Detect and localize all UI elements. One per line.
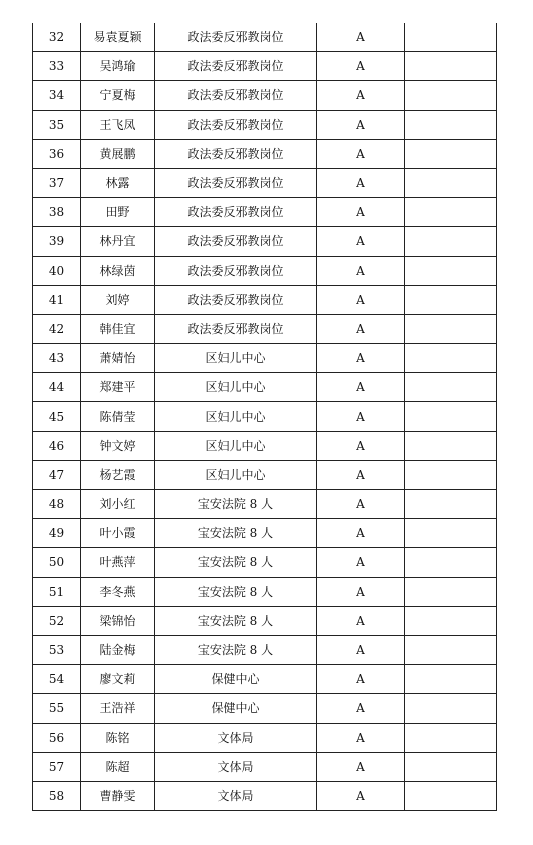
roster-table-body [33, 23, 497, 811]
person-name: 叶燕萍 [81, 548, 155, 577]
note [405, 635, 497, 664]
grade: A [317, 723, 405, 752]
table-row [33, 52, 497, 81]
row-number: 53 [33, 635, 81, 664]
row-number: 35 [33, 110, 81, 139]
person-name: 钟文婷 [81, 431, 155, 460]
unit-name: 政法委反邪教岗位 [155, 52, 317, 81]
row-number: 48 [33, 490, 81, 519]
note [405, 314, 497, 343]
table-row [33, 519, 497, 548]
unit-name: 政法委反邪教岗位 [155, 198, 317, 227]
row-number: 49 [33, 519, 81, 548]
grade: A [317, 139, 405, 168]
person-name: 陈铭 [81, 723, 155, 752]
roster-table [32, 23, 497, 811]
table-row [33, 285, 497, 314]
table-row [33, 373, 497, 402]
unit-name: 宝安法院 8 人 [155, 490, 317, 519]
grade: A [317, 344, 405, 373]
row-number: 50 [33, 548, 81, 577]
unit-name: 文体局 [155, 723, 317, 752]
table-row [33, 490, 497, 519]
table-row [33, 694, 497, 723]
person-name: 王飞凤 [81, 110, 155, 139]
person-name: 杨艺霞 [81, 460, 155, 489]
unit-name: 保健中心 [155, 665, 317, 694]
note [405, 81, 497, 110]
table-row [33, 198, 497, 227]
unit-name: 政法委反邪教岗位 [155, 256, 317, 285]
row-number: 41 [33, 285, 81, 314]
row-number: 37 [33, 168, 81, 197]
note [405, 168, 497, 197]
person-name: 陈超 [81, 752, 155, 781]
unit-name: 保健中心 [155, 694, 317, 723]
grade: A [317, 577, 405, 606]
note [405, 139, 497, 168]
table-row [33, 606, 497, 635]
table-row [33, 577, 497, 606]
note [405, 694, 497, 723]
unit-name: 政法委反邪教岗位 [155, 110, 317, 139]
unit-name: 政法委反邪教岗位 [155, 285, 317, 314]
grade: A [317, 110, 405, 139]
unit-name: 区妇儿中心 [155, 431, 317, 460]
row-number: 36 [33, 139, 81, 168]
table-row [33, 548, 497, 577]
person-name: 吴鸿瑜 [81, 52, 155, 81]
unit-name: 区妇儿中心 [155, 402, 317, 431]
note [405, 344, 497, 373]
table-row [33, 665, 497, 694]
note [405, 402, 497, 431]
row-number: 54 [33, 665, 81, 694]
unit-name: 政法委反邪教岗位 [155, 81, 317, 110]
note [405, 490, 497, 519]
unit-name: 文体局 [155, 781, 317, 810]
row-number: 39 [33, 227, 81, 256]
table-row [33, 635, 497, 664]
person-name: 萧婧怡 [81, 344, 155, 373]
unit-name: 政法委反邪教岗位 [155, 314, 317, 343]
person-name: 林丹宜 [81, 227, 155, 256]
unit-name: 政法委反邪教岗位 [155, 168, 317, 197]
grade: A [317, 490, 405, 519]
unit-name: 宝安法院 8 人 [155, 606, 317, 635]
note [405, 431, 497, 460]
grade: A [317, 781, 405, 810]
grade: A [317, 606, 405, 635]
row-number: 45 [33, 402, 81, 431]
note [405, 373, 497, 402]
note [405, 52, 497, 81]
person-name: 曹静雯 [81, 781, 155, 810]
row-number: 46 [33, 431, 81, 460]
table-row [33, 314, 497, 343]
row-number: 58 [33, 781, 81, 810]
row-number: 51 [33, 577, 81, 606]
row-number: 55 [33, 694, 81, 723]
person-name: 陈倩莹 [81, 402, 155, 431]
table-row [33, 81, 497, 110]
grade: A [317, 256, 405, 285]
table-row [33, 431, 497, 460]
row-number: 34 [33, 81, 81, 110]
table-row [33, 139, 497, 168]
unit-name: 文体局 [155, 752, 317, 781]
person-name: 田野 [81, 198, 155, 227]
person-name: 廖文莉 [81, 665, 155, 694]
grade: A [317, 373, 405, 402]
grade: A [317, 227, 405, 256]
person-name: 陆金梅 [81, 635, 155, 664]
grade: A [317, 198, 405, 227]
row-number: 57 [33, 752, 81, 781]
grade: A [317, 635, 405, 664]
row-number: 44 [33, 373, 81, 402]
unit-name: 区妇儿中心 [155, 344, 317, 373]
grade: A [317, 519, 405, 548]
row-number: 56 [33, 723, 81, 752]
person-name: 黄展鹏 [81, 139, 155, 168]
person-name: 梁锦怡 [81, 606, 155, 635]
person-name: 郑建平 [81, 373, 155, 402]
table-row [33, 723, 497, 752]
unit-name: 政法委反邪教岗位 [155, 139, 317, 168]
table-row [33, 256, 497, 285]
row-number: 43 [33, 344, 81, 373]
unit-name: 政法委反邪教岗位 [155, 23, 317, 52]
note [405, 665, 497, 694]
grade: A [317, 752, 405, 781]
grade: A [317, 431, 405, 460]
note [405, 285, 497, 314]
grade: A [317, 460, 405, 489]
note [405, 110, 497, 139]
note [405, 198, 497, 227]
person-name: 叶小霞 [81, 519, 155, 548]
unit-name: 宝安法院 8 人 [155, 635, 317, 664]
unit-name: 区妇儿中心 [155, 373, 317, 402]
row-number: 32 [33, 23, 81, 52]
note [405, 548, 497, 577]
table-row [33, 23, 497, 52]
row-number: 38 [33, 198, 81, 227]
table-row [33, 110, 497, 139]
table-row [33, 344, 497, 373]
person-name: 刘小红 [81, 490, 155, 519]
table-row [33, 460, 497, 489]
note [405, 227, 497, 256]
grade: A [317, 548, 405, 577]
note [405, 460, 497, 489]
unit-name: 宝安法院 8 人 [155, 577, 317, 606]
grade: A [317, 168, 405, 197]
table-row [33, 752, 497, 781]
note [405, 606, 497, 635]
grade: A [317, 314, 405, 343]
row-number: 47 [33, 460, 81, 489]
person-name: 林绿茵 [81, 256, 155, 285]
grade: A [317, 52, 405, 81]
grade: A [317, 665, 405, 694]
note [405, 519, 497, 548]
person-name: 王浩祥 [81, 694, 155, 723]
person-name: 李冬燕 [81, 577, 155, 606]
note [405, 577, 497, 606]
table-row [33, 402, 497, 431]
note [405, 23, 497, 52]
grade: A [317, 285, 405, 314]
row-number: 33 [33, 52, 81, 81]
unit-name: 政法委反邪教岗位 [155, 227, 317, 256]
unit-name: 宝安法院 8 人 [155, 548, 317, 577]
person-name: 易袁夏颖 [81, 23, 155, 52]
person-name: 宁夏梅 [81, 81, 155, 110]
note [405, 256, 497, 285]
note [405, 781, 497, 810]
table-row [33, 168, 497, 197]
person-name: 韩佳宜 [81, 314, 155, 343]
person-name: 刘婷 [81, 285, 155, 314]
note [405, 723, 497, 752]
table-row [33, 227, 497, 256]
unit-name: 区妇儿中心 [155, 460, 317, 489]
unit-name: 宝安法院 8 人 [155, 519, 317, 548]
table-row [33, 781, 497, 810]
grade: A [317, 23, 405, 52]
grade: A [317, 81, 405, 110]
row-number: 42 [33, 314, 81, 343]
person-name: 林露 [81, 168, 155, 197]
row-number: 52 [33, 606, 81, 635]
note [405, 752, 497, 781]
grade: A [317, 694, 405, 723]
grade: A [317, 402, 405, 431]
row-number: 40 [33, 256, 81, 285]
